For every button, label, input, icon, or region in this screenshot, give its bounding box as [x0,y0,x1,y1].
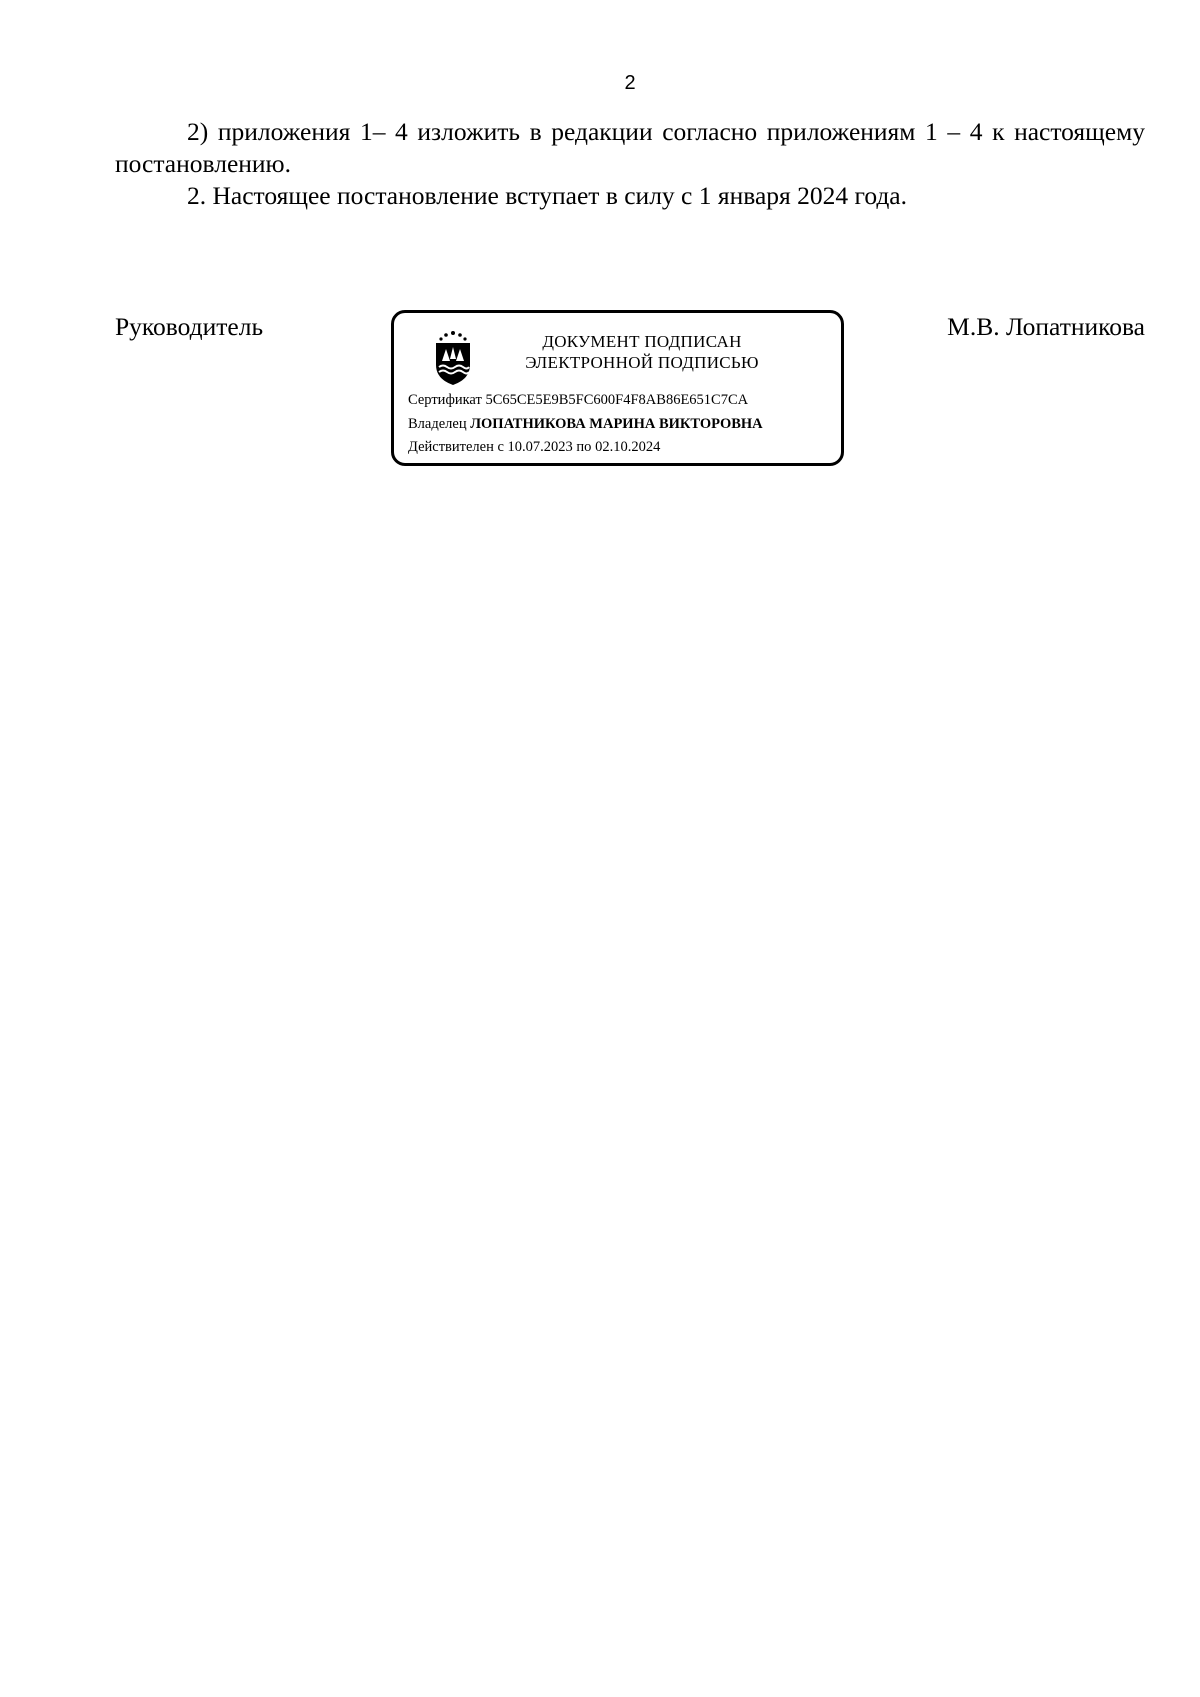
certificate-value: 5C65CE5E9B5FC600F4F8AB86E651C7CA [485,392,749,408]
valid-to: 02.10.2024 [595,439,661,455]
certificate-label: Сертификат [408,392,482,408]
electronic-signature-stamp [391,310,844,466]
valid-from: 10.07.2023 [507,439,573,455]
valid-label: Действителен с [408,439,504,455]
stamp-owner [408,416,763,433]
paragraph-effective-date: 2. Настоящее постановление вступает в силу с 1 января 2024 года. [187,181,908,210]
document-body [115,116,1145,212]
owner-value: ЛОПАТНИКОВА МАРИНА ВИКТОРОВНА [470,416,763,432]
stamp-validity [408,439,660,456]
signer-position: Руководитель [115,312,264,341]
signer-name: М.В. Лопатникова [947,312,1145,341]
stamp-heading-line2: ЭЛЕКТРОННОЙ ПОДПИСЬЮ [525,353,759,372]
stamp-heading-line1: ДОКУМЕНТ ПОДПИСАН [542,332,742,351]
stamp-certificate [408,392,748,409]
paragraph-appendices: 2) приложения 1– 4 изложить в редакции согласно приложениям 1 – 4 к настоящему постановлению. [115,117,1145,178]
stamp-heading [512,331,772,373]
owner-label: Владелец [408,416,467,432]
coat-of-arms-icon [432,329,474,387]
page-number: 2 [624,72,636,94]
valid-to-label: по [576,439,592,455]
